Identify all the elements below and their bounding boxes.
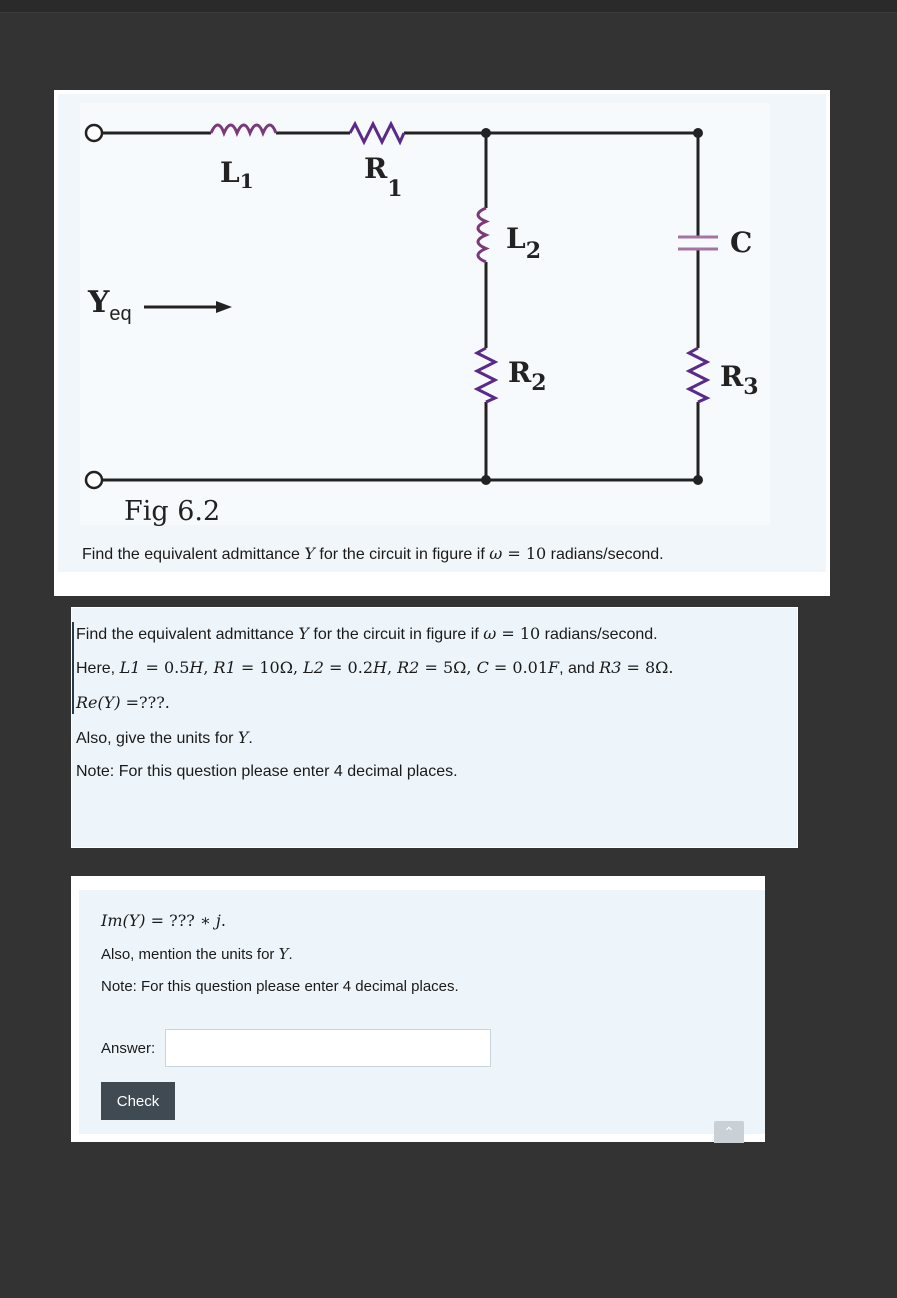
answer-label: Answer:	[101, 1040, 156, 1057]
answer-line-2: Also, mention the units for Y.	[101, 945, 293, 963]
answer-line-3: Note: For this question please enter 4 decimal places.	[101, 978, 459, 995]
inductor-l1	[211, 125, 276, 133]
question-line-4: Also, give the units for Y.	[76, 728, 253, 747]
check-button[interactable]: Check	[101, 1082, 175, 1120]
question-line-1: Find the equivalent admittance Y for the circuit in figure if ω = 10 radians/second.	[76, 624, 658, 643]
junction-top-right	[693, 128, 703, 138]
capacitor-c	[678, 237, 718, 249]
label-yeq: $Y_{eq}$	[88, 285, 132, 325]
label-c: C	[730, 226, 753, 259]
top-bar	[0, 0, 897, 13]
figure-question-text: Find the equivalent admittance Y for the circuit in figure if ω = 10 radians/second.	[82, 544, 664, 563]
junction-top-mid	[481, 128, 491, 138]
answer-input[interactable]	[165, 1029, 491, 1067]
resistor-r2	[477, 348, 495, 402]
label-r1: $R_1$	[364, 152, 403, 202]
question-card	[71, 607, 798, 848]
resistor-r3	[689, 348, 707, 402]
answer-card-inner	[79, 890, 765, 1140]
figure-caption: Fig 6.2	[124, 496, 221, 527]
answer-line-1: Im(Y) = ??? ∗ j.	[101, 911, 226, 930]
label-r2: $R_2$	[508, 356, 547, 396]
junction-bottom-right	[693, 475, 703, 485]
chevron-up-icon: ⌃	[723, 1124, 735, 1140]
terminal-bottom	[86, 472, 102, 488]
terminal-top	[86, 125, 102, 141]
inductor-l2	[478, 208, 486, 262]
question-line-3: Re(Y) =???.	[76, 693, 170, 712]
junction-bottom-mid	[481, 475, 491, 485]
scroll-to-top-button[interactable]	[714, 1121, 744, 1143]
yeq-arrow-head	[216, 301, 232, 313]
question-card-edge	[72, 622, 74, 714]
resistor-r1	[350, 124, 404, 142]
answer-card	[71, 876, 765, 1142]
question-line-5: Note: For this question please enter 4 decimal places.	[76, 763, 458, 780]
label-l2: $L_2$	[506, 222, 541, 264]
label-l1: $L_1$	[220, 156, 254, 193]
label-r3: $R_3$	[720, 360, 759, 400]
figure-card	[54, 90, 830, 596]
question-line-2: Here, L1 = 0.5H, R1 = 10Ω, L2 = 0.2H, R2 = 5Ω, C = 0.01F, and R3 = 8Ω.	[76, 658, 674, 677]
circuit-diagram	[54, 90, 830, 596]
